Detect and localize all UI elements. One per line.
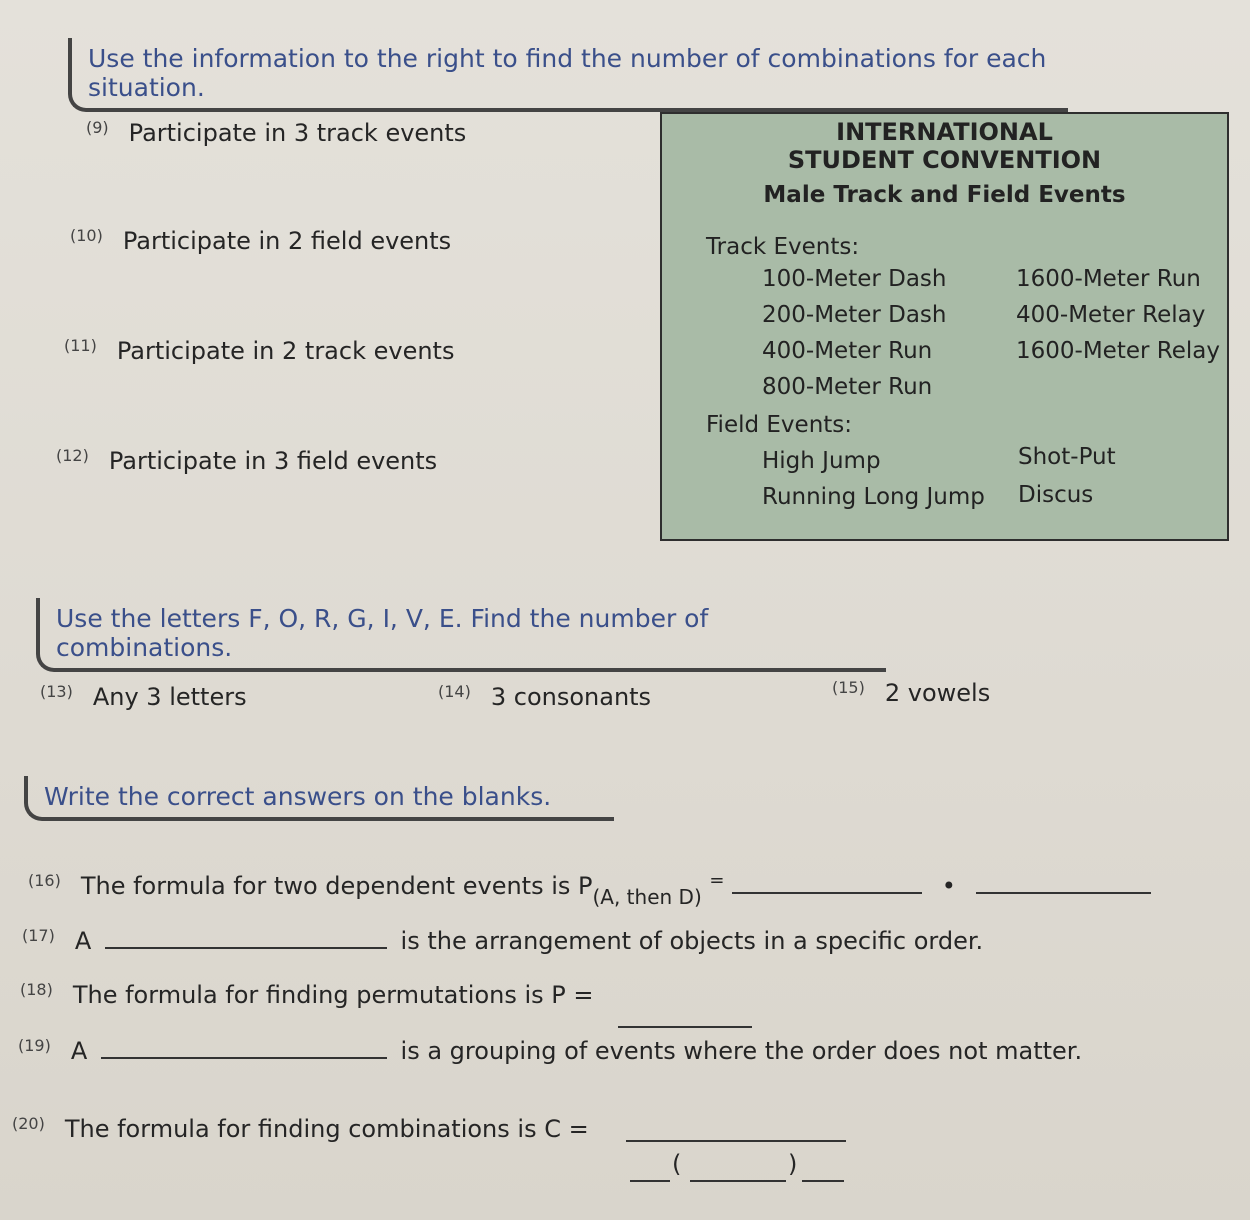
question-15 [832,678,990,707]
question-text: Participate in 2 field events [122,227,452,255]
answer-blank-17[interactable] [105,946,387,949]
question-number: (12) [56,446,89,465]
equals-sign: = [709,870,725,891]
question-number: (10) [70,226,103,245]
combinations-instructions-text: Use the information to the right to find the number of combinations for each situation. [88,44,1047,102]
question-12 [56,446,437,475]
question-text: 3 consonants [490,683,652,711]
question-11 [64,336,454,365]
answer-blank-16b[interactable] [976,891,1151,894]
combinations-instructions [68,38,1068,112]
field-event: Shot-Put [1018,444,1116,470]
field-event: Running Long Jump [762,484,985,510]
answer-blank-19[interactable] [101,1056,387,1059]
question-number: (20) [12,1114,45,1133]
track-event: 1600-Meter Run [1016,266,1201,292]
question-number: (13) [40,682,73,701]
question-text: The formula for finding permutations is P = [72,981,594,1009]
track-event: 100-Meter Dash [762,266,947,292]
paren-close: ) [788,1150,798,1178]
question-19 [18,1036,1082,1065]
track-event: 800-Meter Run [762,374,933,400]
question-article: A [70,1037,88,1065]
question-number: (16) [28,871,61,890]
question-17 [22,926,983,955]
track-event: 1600-Meter Relay [1016,338,1220,364]
answer-blank-20-numerator[interactable] [626,1140,846,1142]
multiply-dot: • [941,872,956,900]
field-events-label: Field Events: [706,412,853,438]
answer-blank-20-a[interactable] [630,1180,670,1182]
question-number: (18) [20,980,53,999]
answer-blank-20-c[interactable] [802,1180,844,1182]
answer-blank-16a[interactable] [732,891,922,894]
letters-instructions-text: Use the letters F, O, R, G, I, V, E. Find the number of combinations. [56,604,709,662]
question-text: 2 vowels [884,679,991,707]
question-number: (19) [18,1036,51,1055]
question-14 [438,682,651,711]
question-text: The formula for finding combinations is C = [64,1115,589,1143]
answer-blank-18[interactable] [618,1026,752,1028]
field-event: Discus [1018,482,1094,508]
question-text: The formula for two dependent events is P [80,872,593,900]
events-info-panel [660,112,1229,541]
question-number: (15) [832,678,865,697]
question-number: (17) [22,926,55,945]
question-13 [40,682,247,711]
panel-title-1: INTERNATIONAL [836,118,1053,146]
answer-blank-20-b[interactable] [690,1180,786,1182]
track-event: 400-Meter Relay [1016,302,1206,328]
question-number: (14) [438,682,471,701]
question-16 [28,870,1151,909]
question-text: Participate in 3 field events [108,447,438,475]
question-article: A [74,927,92,955]
track-event: 200-Meter Dash [762,302,947,328]
blanks-instructions-text: Write the correct answers on the blanks. [44,782,552,811]
question-number: (11) [64,336,97,355]
panel-title-2: STUDENT CONVENTION [787,146,1102,174]
question-18 [20,980,593,1009]
question-10 [70,226,451,255]
blanks-instructions [24,776,614,821]
question-text: is a grouping of events where the order does not matter. [400,1037,1083,1065]
question-number: (9) [86,118,109,137]
question-text: is the arrangement of objects in a specific order. [400,927,984,955]
question-9 [86,118,466,147]
panel-subtitle: Male Track and Field Events [763,182,1126,208]
track-event: 400-Meter Run [762,338,933,364]
track-events-label: Track Events: [706,234,860,260]
question-20 [12,1114,589,1143]
letters-instructions [36,598,886,672]
field-event: High Jump [762,448,881,474]
paren-open: ( [672,1150,682,1178]
question-text: Any 3 letters [92,683,247,711]
subscript: (A, then D) [592,885,702,909]
question-text: Participate in 3 track events [128,119,467,147]
question-text: Participate in 2 track events [116,337,455,365]
